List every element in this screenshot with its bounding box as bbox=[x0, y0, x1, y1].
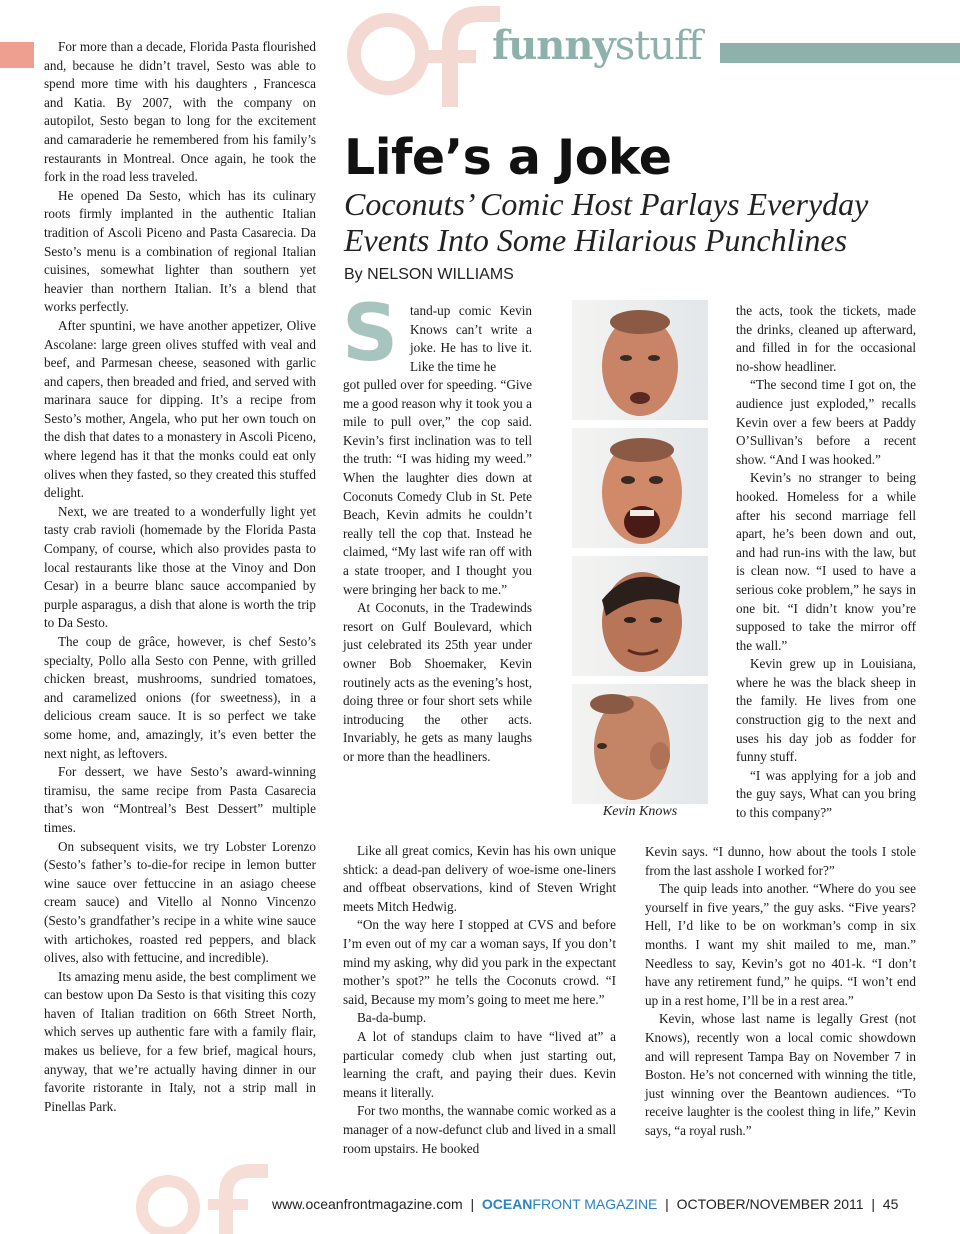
photo-strip bbox=[572, 300, 708, 804]
footer-url[interactable]: www.oceanfrontmagazine.com bbox=[272, 1196, 463, 1212]
left-column bbox=[44, 38, 316, 1116]
paragraph: tand-up comic Kevin Knows can’t write a joke. He has to live it. Like the time he bbox=[410, 303, 532, 374]
of-logo-watermark-bottom bbox=[128, 1163, 278, 1234]
footer-issue: OCTOBER/NOVEMBER 2011 bbox=[676, 1196, 864, 1212]
paragraph: On subsequent visits, we try Lobster Lorenzo (Sesto’s father’s to-die-for recipe in lemon butter wine sauce over fettuccine in an asiago cheese cream sauce) and Vitello al Nonno Vincenzo (Sesto’s grandfather’s recipe in a white wine sauce with artichokes, roasted red peppers, and black olives, also with fettucine, and incredible). bbox=[44, 838, 316, 966]
mid-column-bottom bbox=[343, 842, 616, 1158]
paragraph: Kevin grew up in Louisiana, where he was the black sheep in the family. He lives from one construction gig to the next and uses his day job as fodder for funny stuff. bbox=[736, 656, 916, 765]
paragraph: “I was applying for a job and the guy says, What can you bring to this company?” bbox=[736, 767, 916, 821]
paragraph: For more than a decade, Florida Pasta flourished and, because he didn’t travel, Sesto was able to spend more time with his daughters , Francesca and Katia. By 2007, with the company on autopilot, Sesto began to long for the excitement and camaraderie he remembered from his family’s restaurants in Montreal. Once again, he took the fork in the road less traveled. bbox=[44, 39, 316, 185]
right-column-bottom bbox=[645, 843, 916, 1141]
byline: By NELSON WILLIAMS bbox=[344, 266, 514, 283]
paragraph: Next, we are treated to a wonderfully light yet tasty crab ravioli (homemade by the Florida Pasta Company, of course, which also provides pasta to local restaurants like those at the Vinoy and Don Cesar) in a beurre blanc sauce accompanied by purple asparagus, a dish that alone is worth the trip to Da Sesto. bbox=[44, 503, 316, 631]
subhead: Coconuts’ Comic Host Parlays Everyday Events Into Some Hilarious Punchlines bbox=[344, 186, 869, 258]
footer-separator: | bbox=[871, 1196, 875, 1212]
photo-frame-2 bbox=[572, 428, 708, 548]
paragraph: “On the way here I stopped at CVS and before I’m even out of my car a woman says, If you don’t mind my asking, why did you park in the expectant mother’s spot?” he tells the Coconuts crowd. “I said, Because my mom’s going to meet me here.” bbox=[343, 917, 616, 1007]
paragraph: A lot of standups claim to have “lived at” a particular comedy club when just starting out, learning the craft, and paying their dues. Kevin means it literally. bbox=[343, 1028, 616, 1100]
page-number: 45 bbox=[882, 1196, 899, 1212]
right-column bbox=[736, 302, 916, 823]
photo-frame-1 bbox=[572, 300, 708, 420]
footer-magazine-light: FRONT MAGAZINE bbox=[532, 1196, 658, 1212]
paragraph: the acts, took the tickets, made the drinks, cleaned up afterward, and filled in for the occasional no-show headliner. bbox=[736, 303, 916, 374]
photo-frame-3 bbox=[572, 556, 708, 676]
paragraph: Kevin says. “I dunno, how about the tools I stole from the last asshole I worked for?” bbox=[645, 844, 916, 878]
corner-tab bbox=[0, 42, 34, 68]
headline: Life’s a Joke bbox=[344, 129, 672, 186]
page-footer bbox=[272, 1196, 898, 1212]
paragraph: At Coconuts, in the Tradewinds resort on Gulf Boulevard, which just celebrated its 25th year under owner Bob Shoemaker, Kevin routinely acts as the evening’s host, doing three or four short sets while introducing the other acts. Invariably, he gets as many laughs or more than the headliners. bbox=[343, 600, 532, 764]
footer-separator: | bbox=[665, 1196, 669, 1212]
paragraph: Like all great comics, Kevin has his own unique shtick: a dead-pan delivery of woe-isme one-liners and offbeat observations, kind of Steven Wright meets Mitch Hedwig. bbox=[343, 843, 616, 914]
paragraph: The coup de grâce, however, is chef Sesto’s specialty, Pollo alla Sesto con Penne, with grilled chicken breast, mushrooms, sundried tomatoes, and caramelized onions (for sweetness), in a delicious cream sauce. It is so perfect we take some home, and, amazingly, it’s even better the next night, as leftovers. bbox=[44, 634, 316, 761]
paragraph: After spuntini, we have another appetizer, Olive Ascolane: large green olives stuffed with veal and beef, and Parmesan cheese, seasoned with garlic and capers, then breaded and fried, and served with marinara sauce for dipping. It’s a recipe from Sesto’s mother, Angela, who put her own touch on the dish that dates to a monastery in Ascoli Piceno, where legend has it that the monks could eat only olives when they fasted, so they created this stuffed delight. bbox=[44, 317, 316, 501]
photo-frame-4 bbox=[572, 684, 708, 804]
paragraph: Kevin, whose last name is legally Grest (not Knows), recently won a local comic showdown and will represent Tampa Bay on November 7 in Boston. He’s not concerned with winning the title, just winning over the Beantown audiences. “To receive laughter is the coolest thing in life,” Kevin says, “a royal rush.” bbox=[645, 1011, 916, 1138]
section-bar bbox=[720, 43, 960, 63]
paragraph: He opened Da Sesto, which has its culinary roots firmly implanted in the authentic Italian tradition of Ascoli Piceno and Pasta Casarecia. Da Sesto’s menu is a combination of regional Italian cuisines, somewhat lighter than southern yet heavier than northern Italian. It’s a blend that works perfectly. bbox=[44, 187, 316, 315]
footer-separator: | bbox=[470, 1196, 475, 1212]
paragraph: For two months, the wannabe comic worked as a manager of a now-defunct club and lived in a small room upstairs. He booked bbox=[343, 1103, 616, 1156]
footer-magazine-bold: OCEAN bbox=[481, 1196, 533, 1212]
section-title-light: stuff bbox=[614, 23, 702, 69]
paragraph: “The second time I got on, the audience just exploded,” recalls Kevin over a few beers at Paddy O’Sullivan’s before a recent show. “And I was hooked.” bbox=[736, 377, 916, 467]
mid-column bbox=[343, 376, 532, 766]
photo-caption: Kevin Knows bbox=[602, 804, 678, 819]
paragraph: got pulled over for speeding. “Give me a good reason why it took you a mile to pull over,” the cop said. Kevin’s first inclination was to tell the truth: “I was hiding my weed.” When the laughter dies down at Coconuts Comedy Club in St. Pete Beach, Kevin admits he couldn’t really tell the cop that. Instead he claimed, “My last wife ran off with a state trooper, and I thought you were bringing her back to me.” bbox=[343, 377, 532, 597]
paragraph: The quip leads into another. “Where do you see yourself in five years,” the guy asks. “Five years? Hell, I’d like to be on workman’s comp in six months. I want my shit mailed to me, man.” Needless to say, Kevin’s got no 401-k. “I don’t have any retirement fund,” he quips. “I won’t end up in a rest home, I’ll be in a rest area.” bbox=[645, 881, 916, 1008]
drop-cap: S bbox=[342, 289, 399, 379]
section-title-bold: funny bbox=[492, 22, 615, 69]
section-title bbox=[492, 24, 702, 68]
paragraph: For dessert, we have Sesto’s award-winning tiramisu, the same recipe from Pasta Casarecia that’s won “Montreal’s Best Dessert” multiple times. bbox=[44, 764, 316, 835]
paragraph: Its amazing menu aside, the best compliment we can bestow upon Da Sesto is that visiting this cozy haven of Italian tradition on 66th Street North, which serves up authentic fare with a family flair, makes us believe, for a few brief, magical hours, anyway, that we’re actually having dinner in our favorite ristorante in Italy, not a strip mall in Pinellas Park. bbox=[44, 968, 316, 1114]
paragraph: Ba-da-bump. bbox=[357, 1010, 427, 1026]
paragraph: Kevin’s no stranger to being hooked. Homeless for a while after his second marriage fell apart, he’s been down and out, and had run-ins with the law, but is clean now. “I used to have a serious coke problem,” he says in one bit. “I didn’t know you’re supposed to take the mirror off the wall.” bbox=[736, 470, 916, 653]
mid-column-top bbox=[410, 302, 532, 376]
